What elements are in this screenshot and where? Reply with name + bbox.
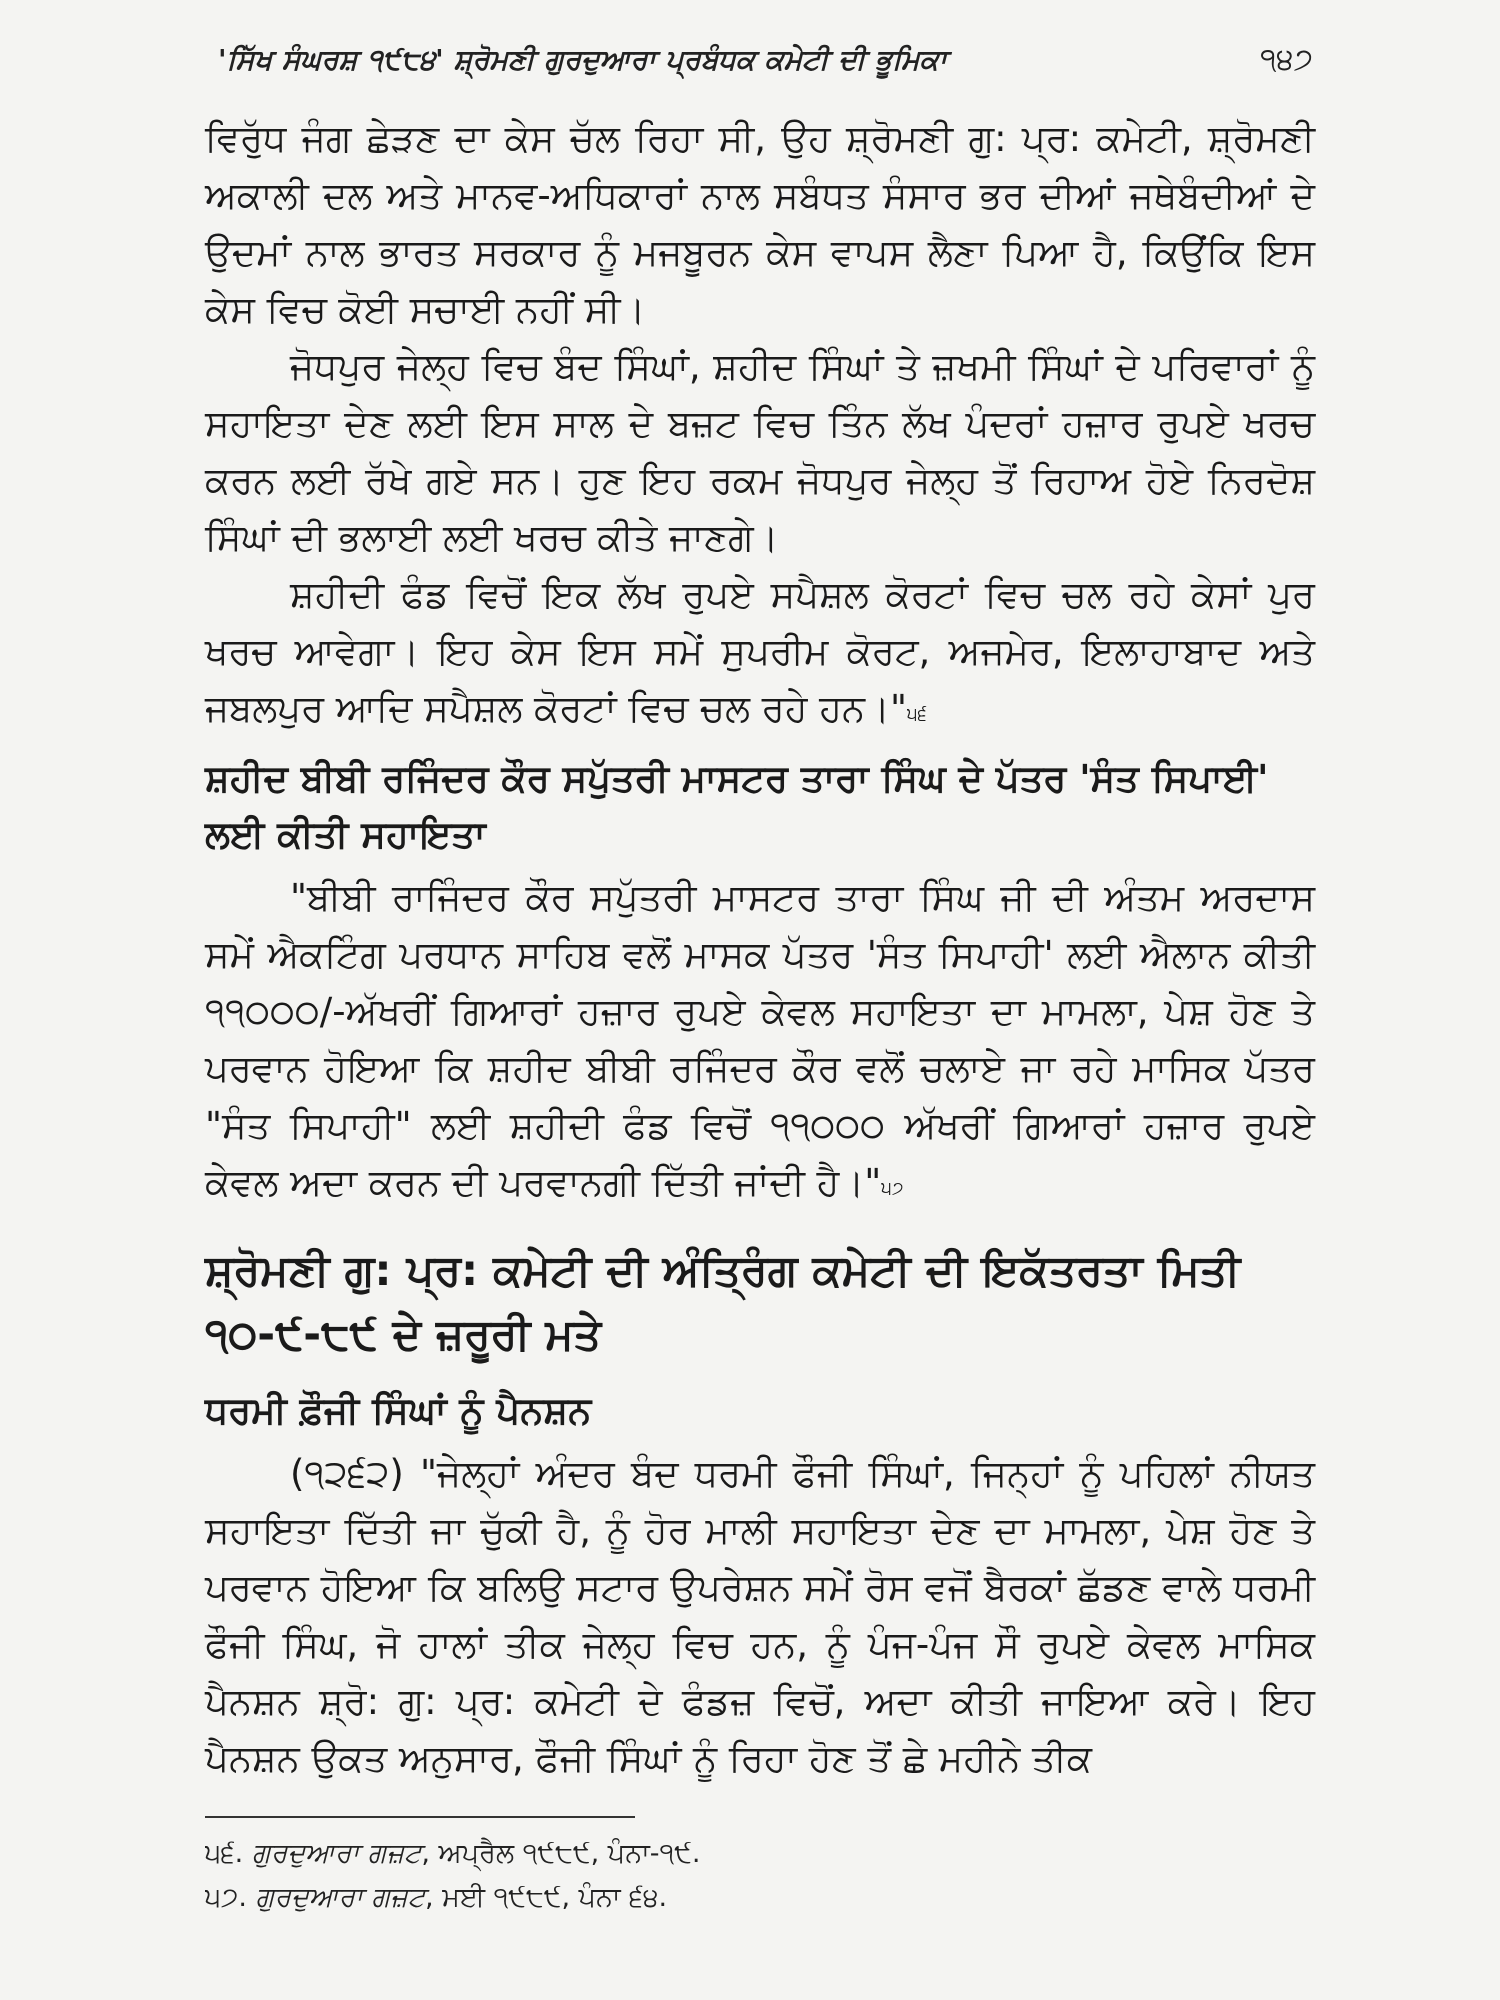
footnote-ref-56: ੫੬ (907, 704, 927, 725)
footnote-56 (205, 1832, 1305, 1876)
section-heading-pension: ਧਰਮੀ ਫ਼ੌਜੀ ਸਿੰਘਾਂ ਨੂੰ ਪੈਨਸ਼ਨ (205, 1389, 592, 1432)
footnote-divider (205, 1816, 635, 1818)
paragraph-4 (205, 869, 1315, 1211)
page-header (218, 42, 1313, 77)
chapter-heading-resolutions: ਸ਼੍ਰੋਮਣੀ ਗੁ: ਪ੍ਰ: ਕਮੇਟੀ ਦੀ ਅੰਤ੍ਰਿੰਗ ਕਮੇਟੀ ਦੀ ਇਕੱਤਰਤਾ ਮਿਤੀ ੧੦-੯-੮੯ ਦੇ ਜ਼ਰੂਰੀ ਮਤੇ (205, 1246, 1241, 1360)
footnote-number: ੫੬. (205, 1838, 244, 1869)
footnote-details: , ਮਈ ੧੯੮੯, ਪੰਨਾ ੬੪. (425, 1882, 668, 1913)
footnote-source: ਗੁਰਦੁਆਰਾ ਗਜ਼ਟ (251, 1838, 422, 1869)
footnote-ref-57: ੫੭ (881, 1178, 904, 1199)
paragraph-4-text: "ਬੀਬੀ ਰਾਜਿੰਦਰ ਕੌਰ ਸਪੁੱਤਰੀ ਮਾਸਟਰ ਤਾਰਾ ਸਿੰਘ ਜੀ ਦੀ ਅੰਤਮ ਅਰਦਾਸ ਸਮੇਂ ਐਕਟਿੰਗ ਪਰਧਾਨ ਸਾਹਿਬ ਵਲੋਂ ਮਾਸਕ ਪੱਤਰ 'ਸੰਤ ਸਿਪਾਹੀ' ਲਈ ਐਲਾਨ ਕੀਤੀ ੧੧੦੦੦/-ਅੱਖਰੀਂ ਗਿਆਰਾਂ ਹਜ਼ਾਰ ਰੁਪਏ ਕੇਵਲ ਸਹਾਇਤਾ ਦਾ ਮਾਮਲਾ, ਪੇਸ਼ ਹੋਣ ਤੇ ਪਰਵਾਨ ਹੋਇਆ ਕਿ ਸ਼ਹੀਦ ਬੀਬੀ ਰਜਿੰਦਰ ਕੌਰ ਵਲੋਂ ਚਲਾਏ ਜਾ ਰਹੇ ਮਾਸਿਕ ਪੱਤਰ "ਸੰਤ ਸਿਪਾਹੀ" ਲਈ ਸ਼ਹੀਦੀ ਫੰਡ ਵਿਚੋਂ ੧੧੦੦੦ ਅੱਖਰੀਂ ਗਿਆਰਾਂ ਹਜ਼ਾਰ ਰੁਪਏ ਕੇਵਲ ਅਦਾ ਕਰਨ ਦੀ ਪਰਵਾਨਗੀ ਦਿੱਤੀ ਜਾਂਦੀ ਹੈ।" (205, 876, 1315, 1204)
page-number: ੧੪੭ (1260, 42, 1313, 77)
paragraph-3 (205, 566, 1315, 737)
footnote-number: ੫੭. (205, 1882, 247, 1913)
page-content (205, 110, 1315, 1787)
paragraph-3-text: ਸ਼ਹੀਦੀ ਫੰਡ ਵਿਚੋਂ ਇਕ ਲੱਖ ਰੁਪਏ ਸਪੈਸ਼ਲ ਕੋਰਟਾਂ ਵਿਚ ਚਲ ਰਹੇ ਕੇਸਾਂ ਪੁਰ ਖਰਚ ਆਵੇਗਾ। ਇਹ ਕੇਸ ਇਸ ਸਮੇਂ ਸੁਪਰੀਮ ਕੋਰਟ, ਅਜਮੇਰ, ਇਲਾਹਾਬਾਦ ਅਤੇ ਜਬਲਪੁਰ ਆਦਿ ਸਪੈਸ਼ਲ ਕੋਰਟਾਂ ਵਿਚ ਚਲ ਰਹੇ ਹਨ।" (205, 573, 1315, 730)
paragraph-2: ਜੋਧਪੁਰ ਜੇਲ੍ਹ ਵਿਚ ਬੰਦ ਸਿੰਘਾਂ, ਸ਼ਹੀਦ ਸਿੰਘਾਂ ਤੇ ਜ਼ਖਮੀ ਸਿੰਘਾਂ ਦੇ ਪਰਿਵਾਰਾਂ ਨੂੰ ਸਹਾਇਤਾ ਦੇਣ ਲਈ ਇਸ ਸਾਲ ਦੇ ਬਜ਼ਟ ਵਿਚ ਤਿੰਨ ਲੱਖ ਪੰਦਰਾਂ ਹਜ਼ਾਰ ਰੁਪਏ ਖਰਚ ਕਰਨ ਲਈ ਰੱਖੇ ਗਏ ਸਨ। ਹੁਣ ਇਹ ਰਕਮ ਜੋਧਪੁਰ ਜੇਲ੍ਹ ਤੋਂ ਰਿਹਾਅ ਹੋਏ ਨਿਰਦੋਸ਼ ਸਿੰਘਾਂ ਦੀ ਭਲਾਈ ਲਈ ਖਰਚ ਕੀਤੇ ਜਾਣਗੇ। (205, 345, 1315, 559)
footnote-57 (205, 1876, 1305, 1920)
running-title: 'ਸਿੱਖ ਸੰਘਰਸ਼ ੧੯੮੪' ਸ਼੍ਰੋਮਣੀ ਗੁਰਦੁਆਰਾ ਪ੍ਰਬੰਧਕ ਕਮੇਟੀ ਦੀ ਭੂਮਿਕਾ (218, 43, 947, 76)
footnote-source: ਗੁਰਦੁਆਰਾ ਗਜ਼ਟ (255, 1882, 426, 1913)
footnotes (205, 1832, 1305, 1920)
section-heading-sant-sipahi: ਸ਼ਹੀਦ ਬੀਬੀ ਰਜਿੰਦਰ ਕੌਰ ਸਪੁੱਤਰੀ ਮਾਸਟਰ ਤਾਰਾ ਸਿੰਘ ਦੇ ਪੱਤਰ 'ਸੰਤ ਸਿਪਾਈ' ਲਈ ਕੀਤੀ ਸਹਾਇਤਾ (205, 757, 1269, 856)
paragraph-1: ਵਿਰੁੱਧ ਜੰਗ ਛੇੜਣ ਦਾ ਕੇਸ ਚੱਲ ਰਿਹਾ ਸੀ, ਉਹ ਸ਼੍ਰੋਮਣੀ ਗੁ: ਪ੍ਰ: ਕਮੇਟੀ, ਸ਼੍ਰੋਮਣੀ ਅਕਾਲੀ ਦਲ ਅਤੇ ਮਾਨਵ-ਅਧਿਕਾਰਾਂ ਨਾਲ ਸਬੰਧਤ ਸੰਸਾਰ ਭਰ ਦੀਆਂ ਜਥੇਬੰਦੀਆਂ ਦੇ ਉਦਮਾਂ ਨਾਲ ਭਾਰਤ ਸਰਕਾਰ ਨੂੰ ਮਜਬੂਰਨ ਕੇਸ ਵਾਪਸ ਲੈਣਾ ਪਿਆ ਹੈ, ਕਿਉਂਕਿ ਇਸ ਕੇਸ ਵਿਚ ਕੋਈ ਸਚਾਈ ਨਹੀਂ ਸੀ। (205, 117, 1315, 331)
footnote-details: , ਅਪ੍ਰੈਲ ੧੯੮੯, ਪੰਨਾ-੧੯. (421, 1838, 701, 1869)
paragraph-5: (੧੨੬੨) "ਜੇਲ੍ਹਾਂ ਅੰਦਰ ਬੰਦ ਧਰਮੀ ਫੌਜੀ ਸਿੰਘਾਂ, ਜਿਨ੍ਹਾਂ ਨੂੰ ਪਹਿਲਾਂ ਨੀਯਤ ਸਹਾਇਤਾ ਦਿੱਤੀ ਜਾ ਚੁੱਕੀ ਹੈ, ਨੂੰ ਹੋਰ ਮਾਲੀ ਸਹਾਇਤਾ ਦੇਣ ਦਾ ਮਾਮਲਾ, ਪੇਸ਼ ਹੋਣ ਤੇ ਪਰਵਾਨ ਹੋਇਆ ਕਿ ਬਲਿਉ ਸਟਾਰ ਉਪਰੇਸ਼ਨ ਸਮੇਂ ਰੋਸ ਵਜੋਂ ਬੈਰਕਾਂ ਛੱਡਣ ਵਾਲੇ ਧਰਮੀ ਫੌਜੀ ਸਿੰਘ, ਜੋ ਹਾਲਾਂ ਤੀਕ ਜੇਲ੍ਹ ਵਿਚ ਹਨ, ਨੂੰ ਪੰਜ-ਪੰਜ ਸੌ ਰੁਪਏ ਕੇਵਲ ਮਾਸਿਕ ਪੈਨਸ਼ਨ ਸ਼੍ਰੋ: ਗੁ: ਪ੍ਰ: ਕਮੇਟੀ ਦੇ ਫੰਡਜ਼ ਵਿਚੋਂ, ਅਦਾ ਕੀਤੀ ਜਾਇਆ ਕਰੇ। ਇਹ ਪੈਨਸ਼ਨ ਉਕਤ ਅਨੁਸਾਰ, ਫੌਜੀ ਸਿੰਘਾਂ ਨੂੰ ਰਿਹਾ ਹੋਣ ਤੋਂ ਛੇ ਮਹੀਨੇ ਤੀਕ (205, 1452, 1315, 1780)
